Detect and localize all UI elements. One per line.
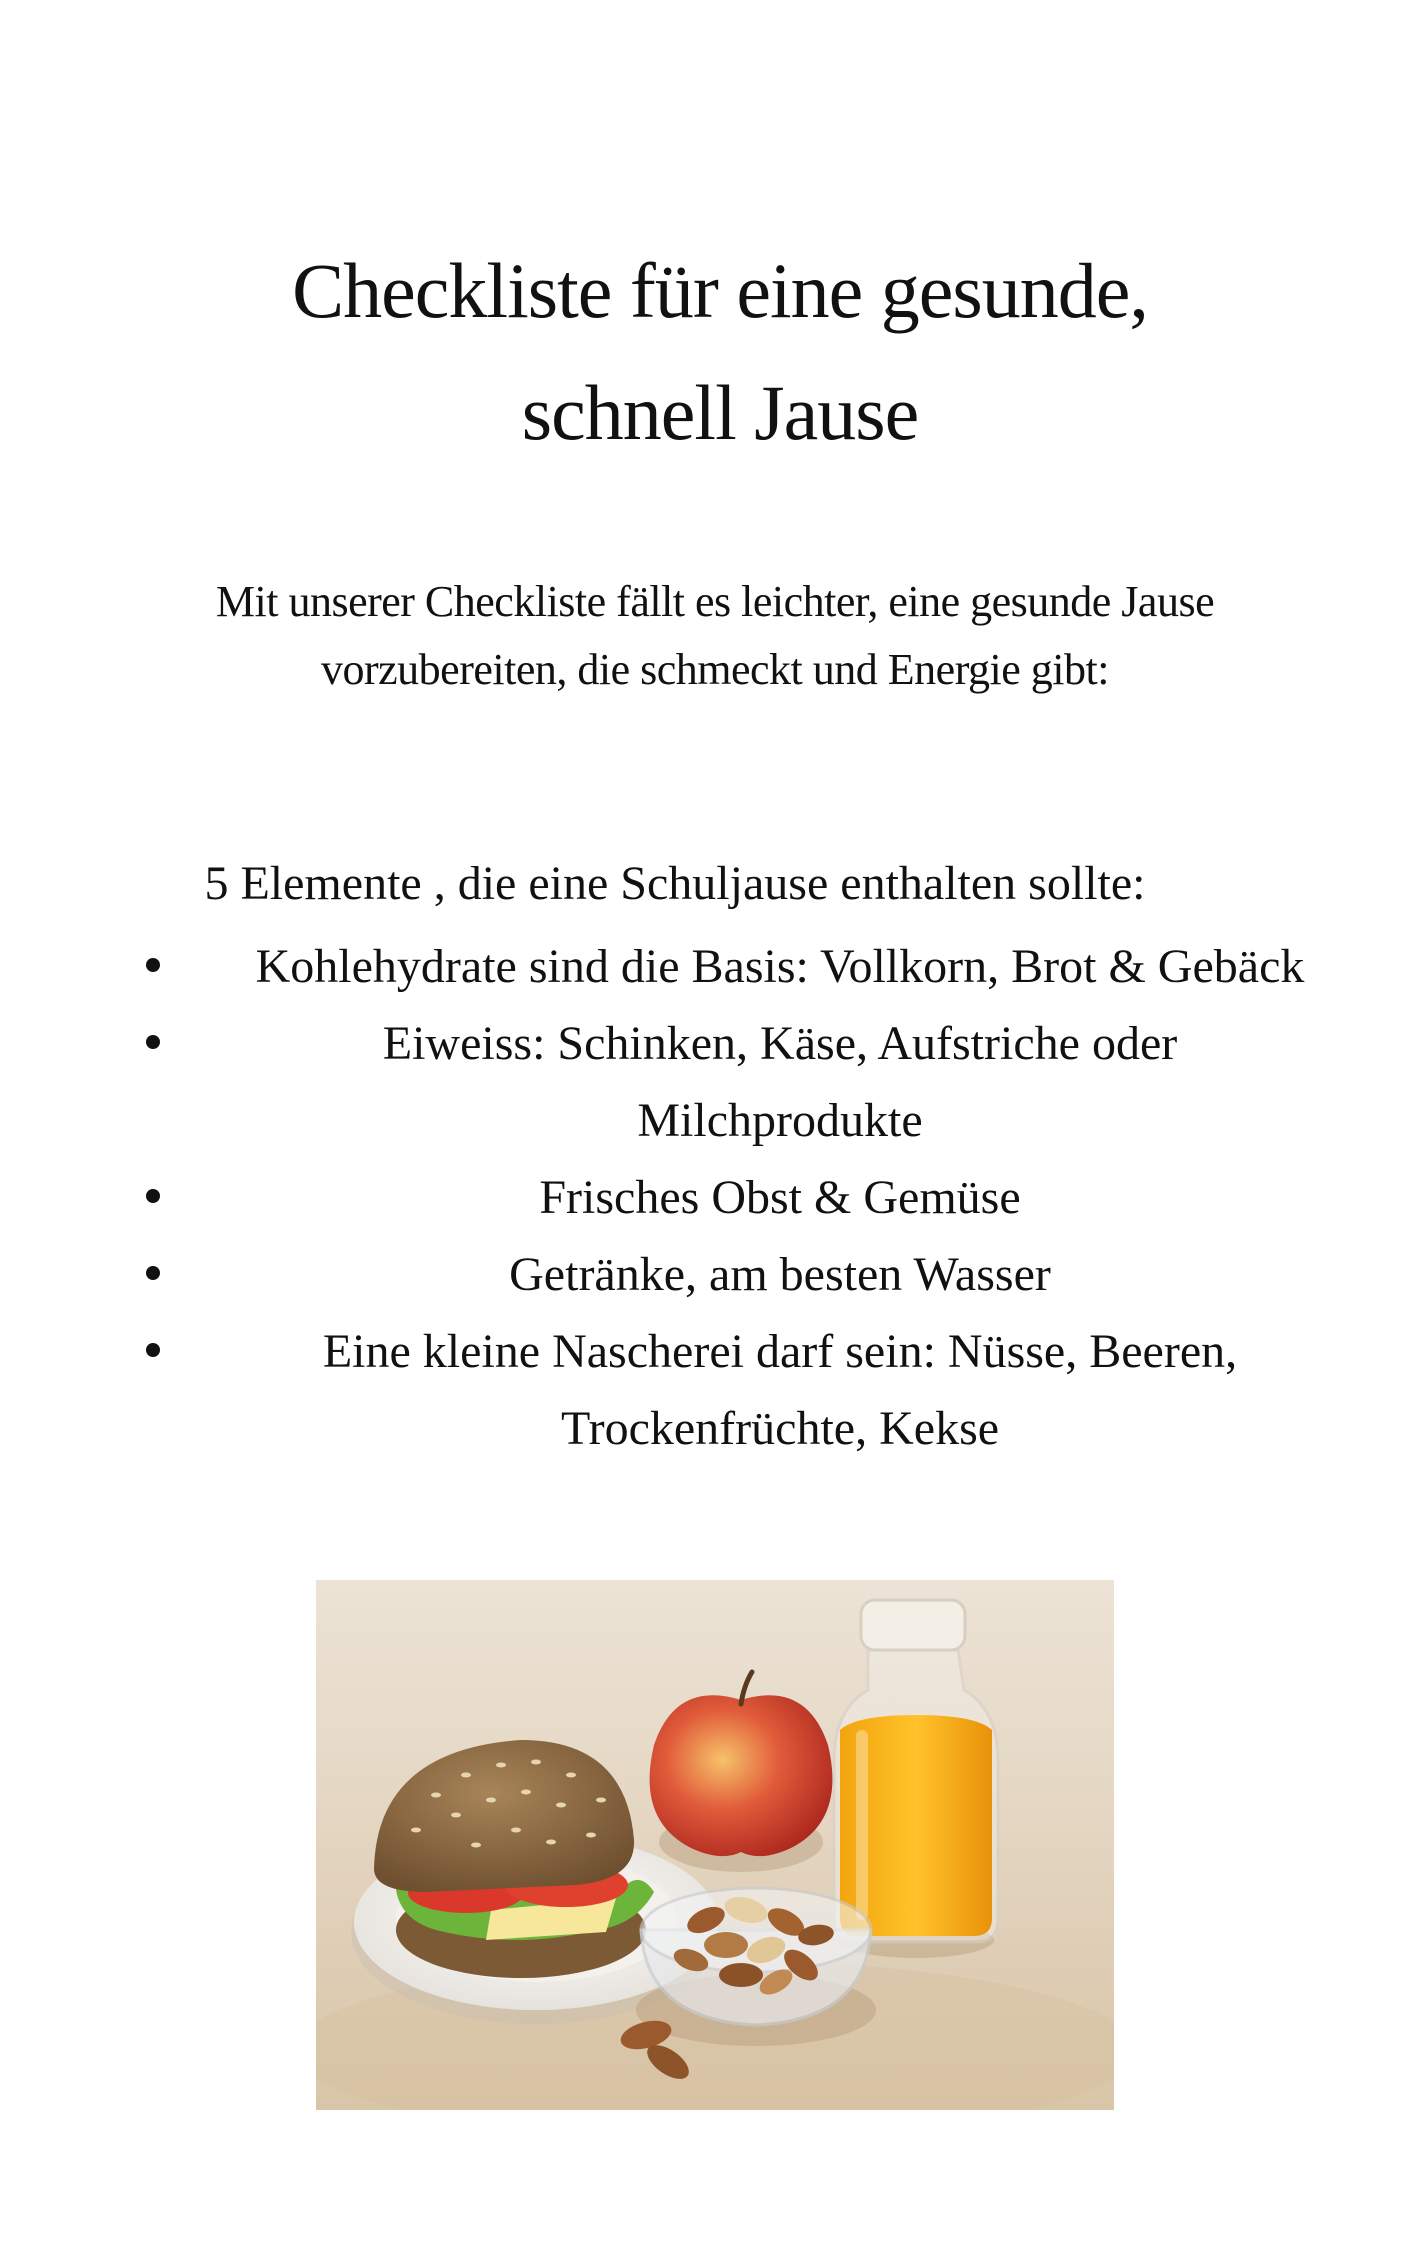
- list-item-text: Eiweiss: Schinken, Käse, Aufstriche oder Milchprodukte: [382, 1017, 1178, 1147]
- list-item: [140, 1313, 1340, 1467]
- bullet-icon: [146, 1189, 160, 1203]
- bullet-icon: [146, 958, 160, 972]
- title-line-1: Checkliste für eine gesunde,: [292, 247, 1148, 334]
- checklist: [140, 928, 1340, 1467]
- list-heading: 5 Elemente , die eine Schuljause enthalten sollte:: [204, 857, 1146, 910]
- intro-line-2: vorzubereiten, die schmeckt und Energie gibt:: [321, 645, 1109, 694]
- list-item-text: Eine kleine Nascherei darf sein: Nüsse, Beeren, Trockenfrüchte, Kekse: [322, 1325, 1238, 1455]
- bullet-icon: [146, 1035, 160, 1049]
- bullet-icon: [146, 1343, 160, 1357]
- intro-line-1: Mit unserer Checkliste fällt es leichter, eine gesunde Jause: [215, 577, 1215, 626]
- page-title: [120, 230, 1320, 474]
- bullet-icon: [146, 1266, 160, 1280]
- list-item: [140, 928, 1340, 1005]
- list-item: [140, 1159, 1340, 1236]
- title-line-2: schnell Jause: [521, 369, 919, 456]
- list-item-text: Frisches Obst & Gemüse: [539, 1171, 1021, 1224]
- list-item-text: Kohlehydrate sind die Basis: Vollkorn, Brot & Gebäck: [255, 940, 1305, 993]
- healthy-snack-photo: [316, 1580, 1114, 2110]
- list-item-text: Getränke, am besten Wasser: [509, 1248, 1051, 1301]
- list-item: [140, 1005, 1340, 1159]
- intro-paragraph: [140, 568, 1290, 704]
- list-item: [140, 1236, 1340, 1313]
